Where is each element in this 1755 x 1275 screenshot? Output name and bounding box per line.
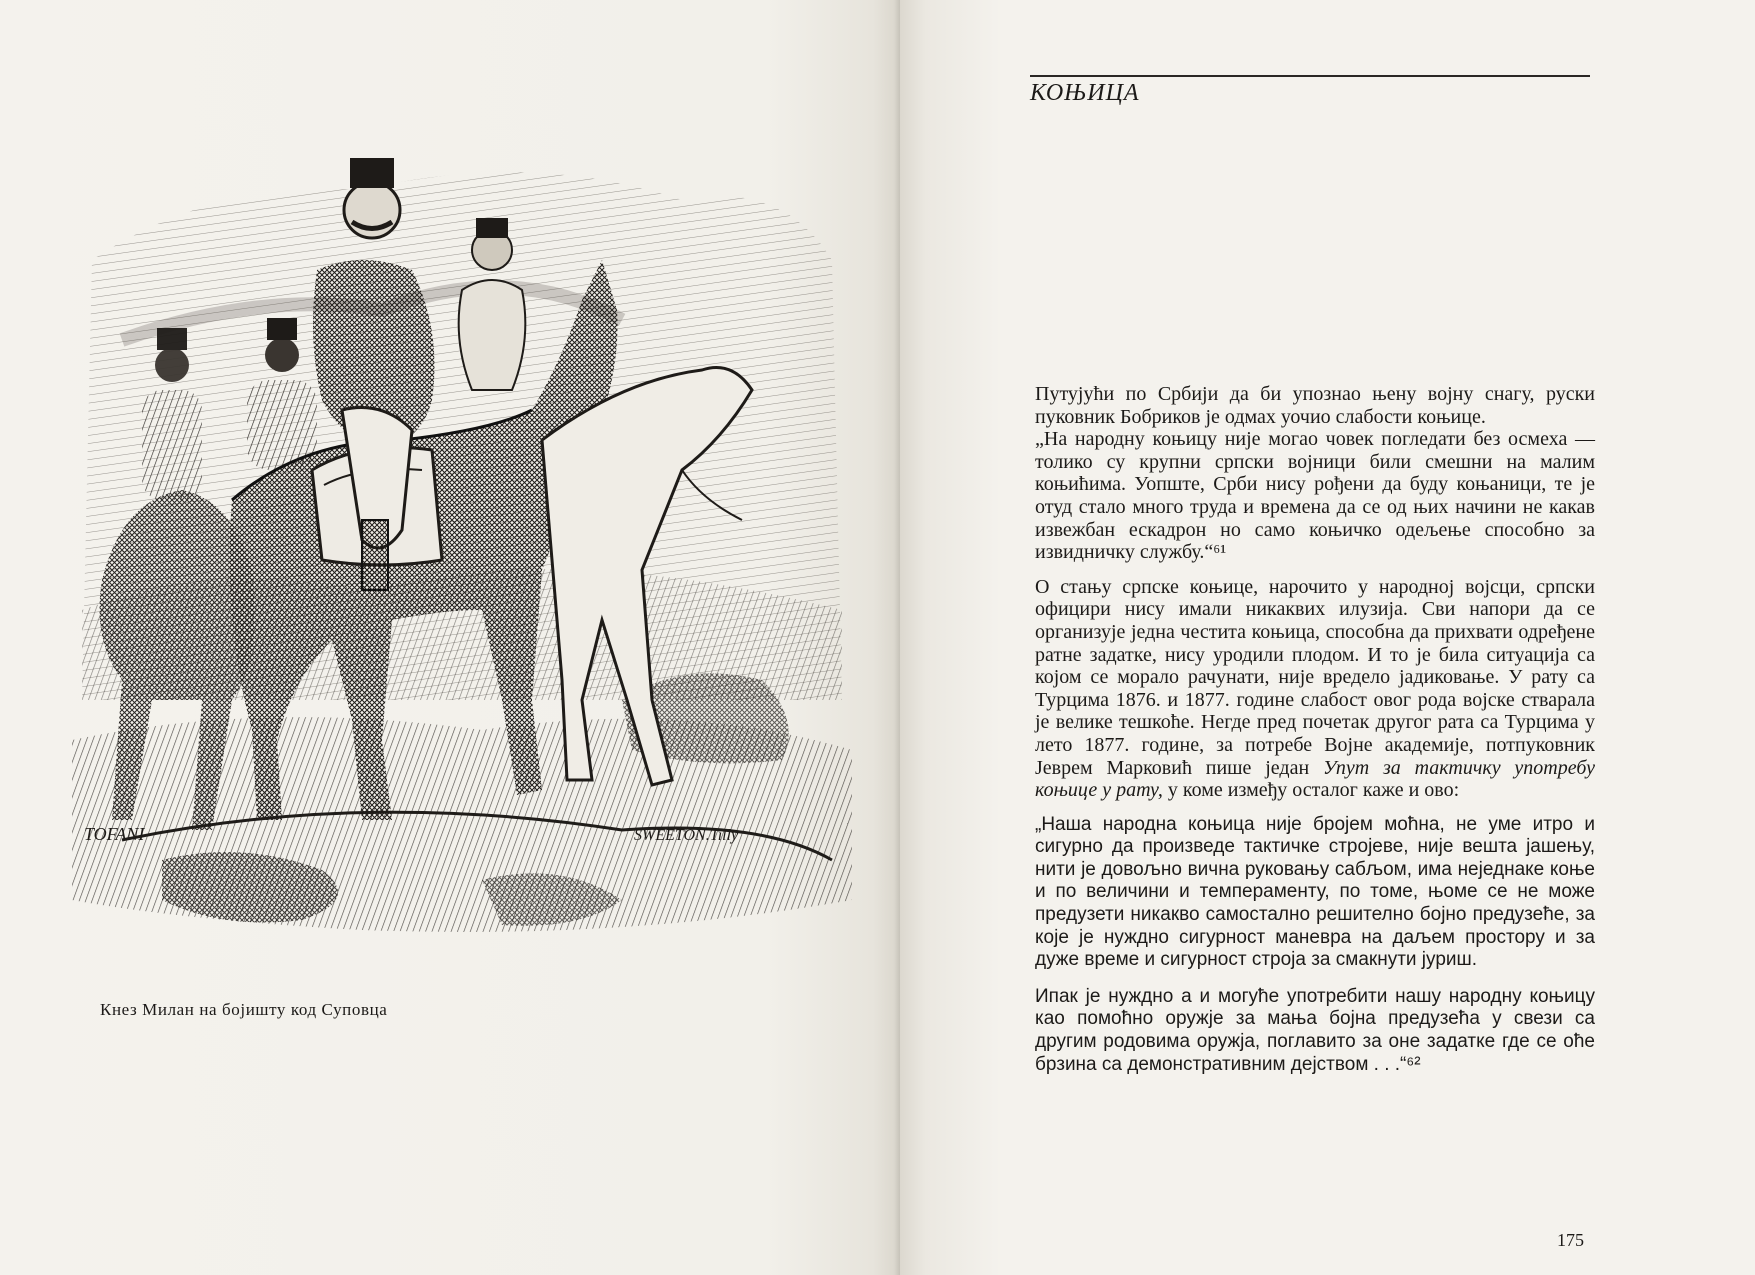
engraving-illustration	[62, 140, 862, 970]
chapter-header-rule	[1030, 75, 1590, 77]
book-title-reference: Упут за тактичку употребу коњице у рату,	[1035, 756, 1596, 802]
paragraph-situation-end: у коме између осталог каже и ово:	[1167, 779, 1460, 802]
illustration-caption: Кнез Милан на бојишту код Суповца	[100, 1000, 388, 1019]
paragraph-bobrikov-quote: „На народну коњицу није могао човек погледати без осмеха — толико су крупни српски војници били смешни на малим коњићима. Уопште, Срби нису рођени да буду коњаници, те је отуд стало много труда и времена да се од њих начини не какав извежбан ескадрон но само коњичко одељење способно за извидничку службу.“⁶¹	[1035, 428, 1595, 564]
quote-markovic-2: Ипак је нуждно а и могуће употребити нашу народну коњицу као помоћно оружје за мања бојна предузећа у свези са другим родовима оружја, поглавито за оне задатке где се оће брзина са демонстративним дејством . . .“⁶²	[1035, 985, 1595, 1075]
paragraph-intro: Путујући по Србији да би упознао њену војну снагу, руски пуковник Бобриков је одмах уочио слабости коњице.	[1035, 383, 1595, 428]
quote-markovic-1: „Наша народна коњица није бројем моћна, не уме итро и сигурно да произведе тактичке стројеве, није вешта јашењу, нити је довољно вична руковању сабљом, има неједнаке коње и по величини и темпераменту, по томе, њоме се не може предузети никакво самостално решително бојно предузеће, за које је нуждно сигурност маневра на даљем простору и за дуже време и сигурност строја за смакнути јуриш.	[1035, 813, 1595, 971]
signature-left: TOFANI	[84, 824, 145, 844]
paragraph-situation	[1035, 576, 1595, 802]
body-text	[1035, 383, 1595, 1090]
page-number: 175	[1557, 1230, 1584, 1250]
engraving-cavalry-riders-icon	[62, 140, 862, 970]
paragraph-situation-text: О стању српске коњице, нарочито у народној војсци, српски официри нису имали никаквих илузија. Сви напори да се организује једна честита коњица, способна да прихвати одређене ратне задатке, нису уродили плодом. И то је била ситуација са којом се морало рачунати, није вредело јадиковање. У рату са Турцима 1876. и 1877. године слабост овог рода војске стварала је велике тешкоће. Негде пред почетак другог рата са Турцима у лето 1877. године, за потребе Војне академије, потпуковник Јеврем Марковић пише један	[1035, 575, 1595, 779]
signature-right: SWEETON.Tilly	[634, 827, 739, 844]
chapter-title: КОЊИЦА	[1030, 80, 1140, 106]
